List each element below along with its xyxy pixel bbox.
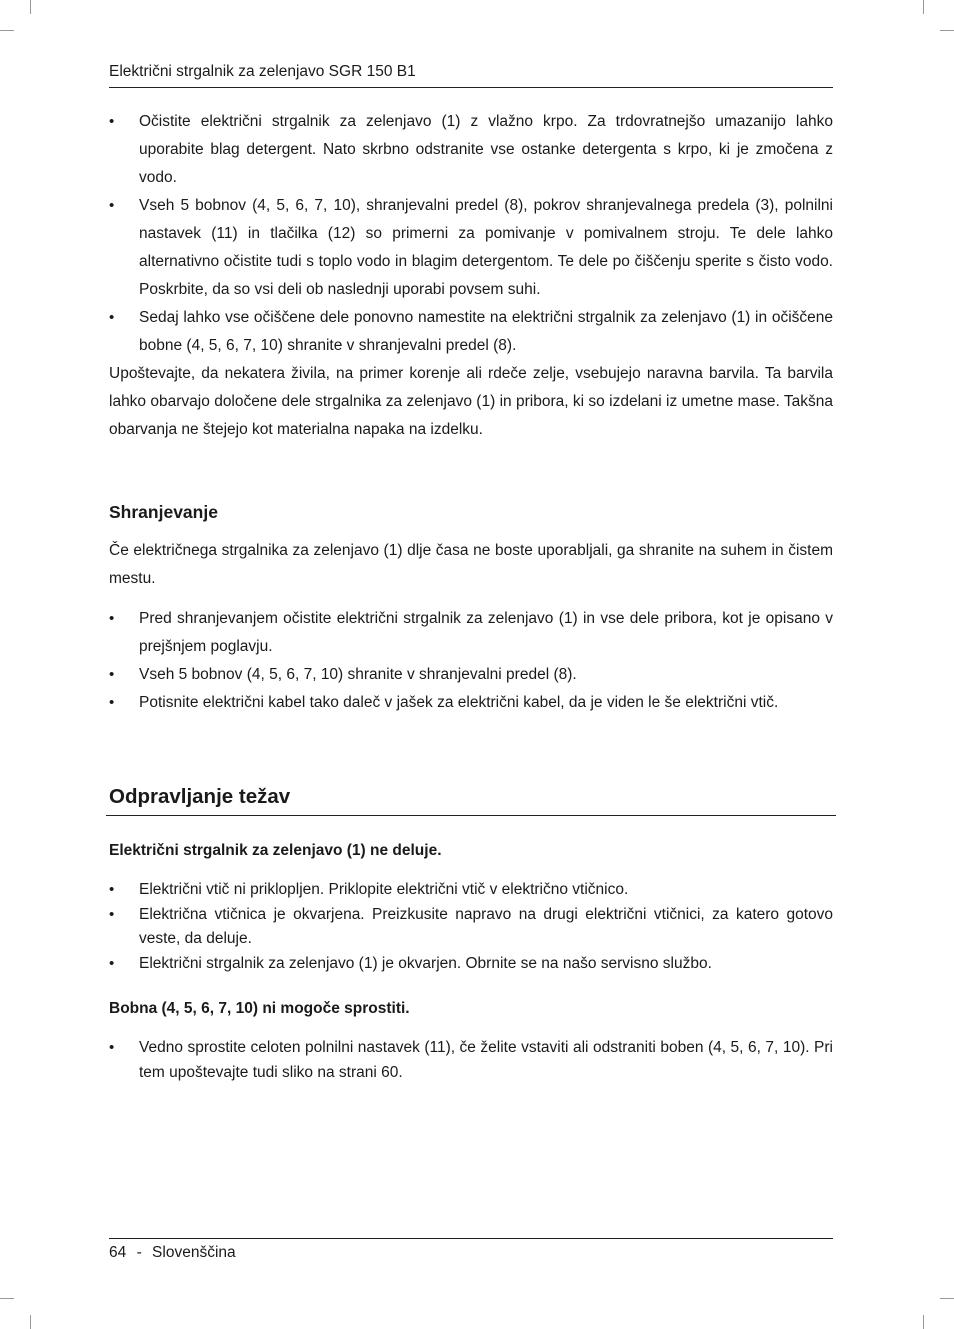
list-item: • Električni vtič ni priklopljen. Priklopite električni vtič v električno vtičnico.: [109, 878, 833, 903]
storage-intro: Če električnega strgalnika za zelenjavo (1) dlje časa ne boste uporabljali, ga shranite na suhem in čistem mestu.: [109, 542, 833, 587]
list-item: • Očistite električni strgalnik za zelenjavo (1) z vlažno krpo. Za trdovratnejšo umazanijo lahko uporabite blag detergent. Nato skrbno odstranite vse ostanke detergenta s krpo, ki je zmočena z vodo.: [109, 108, 833, 192]
page-footer: [109, 1238, 833, 1262]
list-item: • Električni strgalnik za zelenjavo (1) je okvarjen. Obrnite se na našo servisno službo.: [109, 952, 833, 977]
section-heading-troubleshooting: Odpravljanje težav: [106, 785, 836, 816]
problem-title: Bobna (4, 5, 6, 7, 10) ni mogoče sprostiti.: [109, 1000, 410, 1017]
storage-list: [109, 605, 833, 717]
list-item: • Vseh 5 bobnov (4, 5, 6, 7, 10) shranite v shranjevalni predel (8).: [109, 661, 833, 689]
list-item: • Potisnite električni kabel tako daleč v jašek za električni kabel, da je viden le še električni vtič.: [109, 689, 833, 717]
page-content: [109, 108, 833, 1085]
crop-mark: [940, 1298, 954, 1299]
crop-mark: [940, 30, 954, 31]
list-item: • Vedno sprostite celoten polnilni nastavek (11), če želite vstaviti ali odstraniti boben (4, 5, 6, 7, 10). Pri tem upoštevajte tudi sliko na strani 60.: [109, 1036, 833, 1085]
list-item: • Sedaj lahko vse očiščene dele ponovno namestite na električni strgalnik za zelenjavo (1) in očiščene bobne (4, 5, 6, 7, 10) shranite v shranjevalni predel (8).: [109, 304, 833, 360]
crop-mark: [923, 1315, 924, 1329]
problem-list: [109, 878, 833, 976]
crop-mark: [0, 1298, 14, 1299]
crop-mark: [923, 0, 924, 14]
header-title: Električni strgalnik za zelenjavo SGR 150 B1: [109, 63, 416, 80]
crop-mark: [30, 1315, 31, 1329]
problem-list: [109, 1036, 833, 1085]
section-heading-storage: Shranjevanje: [109, 502, 218, 522]
footer-language: Slovenščina: [152, 1244, 236, 1261]
list-item: • Električna vtičnica je okvarjena. Preizkusite napravo na drugi električni vtičnici, za katero gotovo veste, da deluje.: [109, 903, 833, 952]
cleaning-list: [109, 108, 833, 360]
footer-separator: -: [136, 1244, 142, 1261]
list-item: • Vseh 5 bobnov (4, 5, 6, 7, 10), shranjevalni predel (8), pokrov shranjevalnega predela (3), polnilni nastavek (11) in tlačilka (12) so primerni za pomivanje v pomivalnem stroju. Te dele lahko alternativno očistite tudi s toplo vodo in blagim detergentom. Te dele po čiščenju sperite s čisto vodo. Poskrbite, da so vsi deli ob naslednji uporabi povsem suhi.: [109, 192, 833, 304]
crop-mark: [30, 0, 31, 14]
page-number: 64: [109, 1244, 127, 1261]
running-header: [109, 63, 833, 88]
cleaning-note: Upoštevajte, da nekatera živila, na primer korenje ali rdeče zelje, vsebujejo naravna barvila. Ta barvila lahko obarvajo določene dele strgalnika za zelenjavo (1) in pribora, ki so izdelani iz umetne mase. Takšna obarvanja ne štejejo kot materialna napaka na izdelku.: [109, 365, 833, 438]
list-item: • Pred shranjevanjem očistite električni strgalnik za zelenjavo (1) in vse dele pribora, kot je opisano v prejšnjem poglavju.: [109, 605, 833, 661]
crop-mark: [0, 30, 14, 31]
problem-title: Električni strgalnik za zelenjavo (1) ne deluje.: [109, 842, 442, 859]
